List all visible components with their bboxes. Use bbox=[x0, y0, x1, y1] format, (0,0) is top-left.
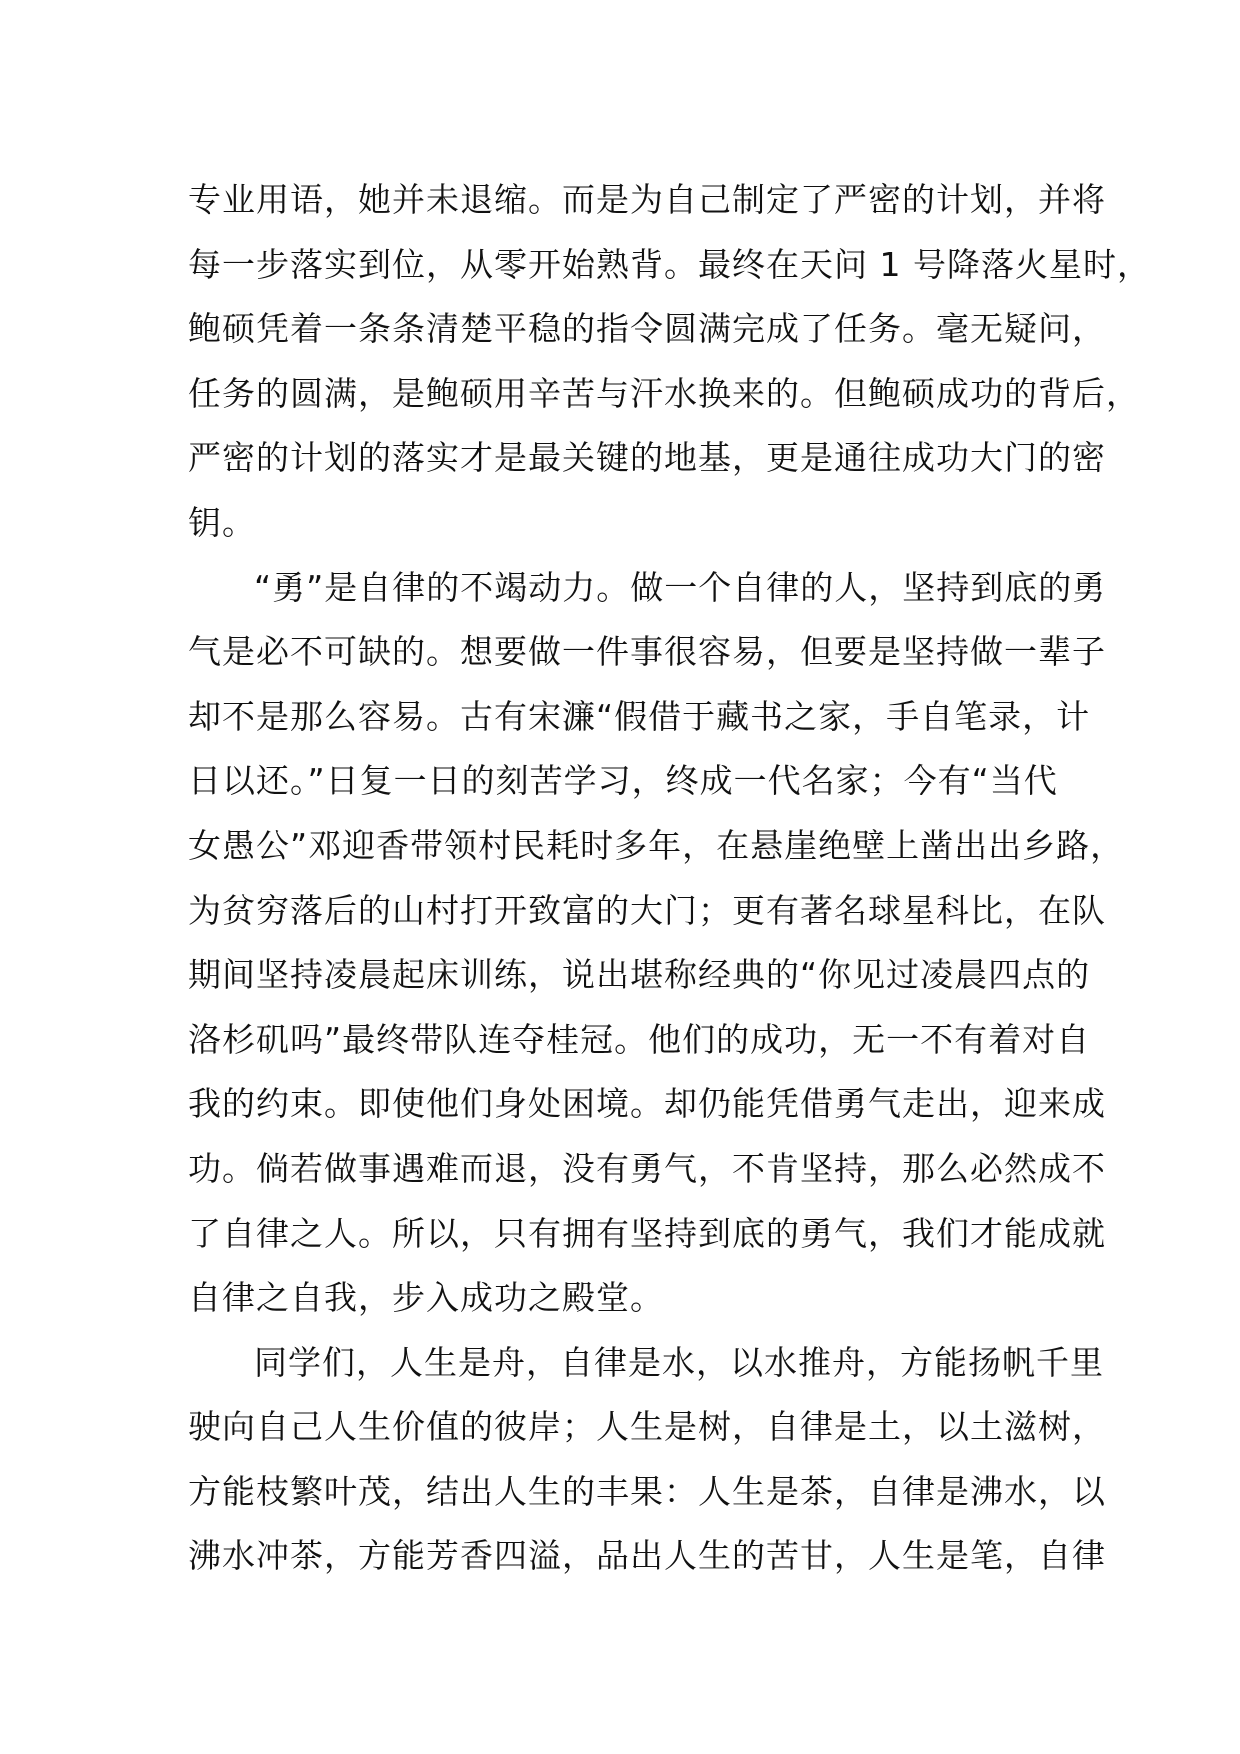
text-line: 洛杉矶吗”最终带队连夺桂冠。他们的成功，无一不有着对自 bbox=[188, 1019, 1091, 1059]
text-line: 任务的圆满，是鲍硕用辛苦与汗水换来的。但鲍硕成功的背后， bbox=[188, 373, 1140, 413]
text-line: 气是必不可缺的。想要做一件事很容易，但要是坚持做一辈子 bbox=[188, 632, 1106, 672]
text-line: 严密的计划的落实才是最关键的地基，更是通往成功大门的密 bbox=[188, 438, 1106, 478]
text-line: 功。倘若做事遇难而退，没有勇气，不肯坚持，那么必然成不 bbox=[188, 1148, 1106, 1188]
text-line: 钥。 bbox=[188, 502, 256, 542]
text-line: 方能枝繁叶茂，结出人生的丰果：人生是茶，自律是沸水，以 bbox=[188, 1471, 1106, 1511]
text-line: 期间坚持凌晨起床训练，说出堪称经典的“你见过凌晨四点的 bbox=[188, 955, 1091, 995]
text-line: 我的约束。即使他们身处困境。却仍能凭借勇气走出，迎来成 bbox=[188, 1084, 1106, 1124]
body-text bbox=[188, 168, 1151, 1589]
text-line: 女愚公”邓迎香带领村民耗时多年，在悬崖绝壁上凿出出乡路， bbox=[188, 825, 1125, 865]
text-line: 了自律之人。所以，只有拥有坚持到底的勇气，我们才能成就 bbox=[188, 1213, 1106, 1253]
text-line: 却不是那么容易。古有宋濂“假借于藏书之家，手自笔录，计 bbox=[188, 696, 1091, 736]
text-line: 自律之自我，步入成功之殿堂。 bbox=[188, 1278, 664, 1318]
text-line: 每一步落实到位，从零开始熟背。最终在天问 1 号降落火星时， bbox=[188, 244, 1151, 284]
text-line: 日以还。”日复一日的刻苦学习，终成一代名家；今有“当代 bbox=[188, 761, 1058, 801]
paragraph-first-line: 同学们，人生是舟，自律是水，以水推舟，方能扬帆千里 bbox=[254, 1342, 1104, 1382]
paragraph-first-line: “勇”是自律的不竭动力。做一个自律的人，坚持到底的勇 bbox=[254, 567, 1107, 607]
text-line: 专业用语，她并未退缩。而是为自己制定了严密的计划，并将 bbox=[188, 180, 1106, 219]
text-line: 驶向自己人生价值的彼岸；人生是树，自律是土，以土滋树， bbox=[188, 1407, 1106, 1447]
text-line: 沸水冲茶，方能芳香四溢，品出人生的苦甘，人生是笔，自律 bbox=[188, 1536, 1106, 1576]
text-line: 为贫穷落后的山村打开致富的大门；更有著名球星科比，在队 bbox=[188, 890, 1106, 930]
text-line: 鲍硕凭着一条条清楚平稳的指令圆满完成了任务。毫无疑问， bbox=[188, 309, 1106, 349]
